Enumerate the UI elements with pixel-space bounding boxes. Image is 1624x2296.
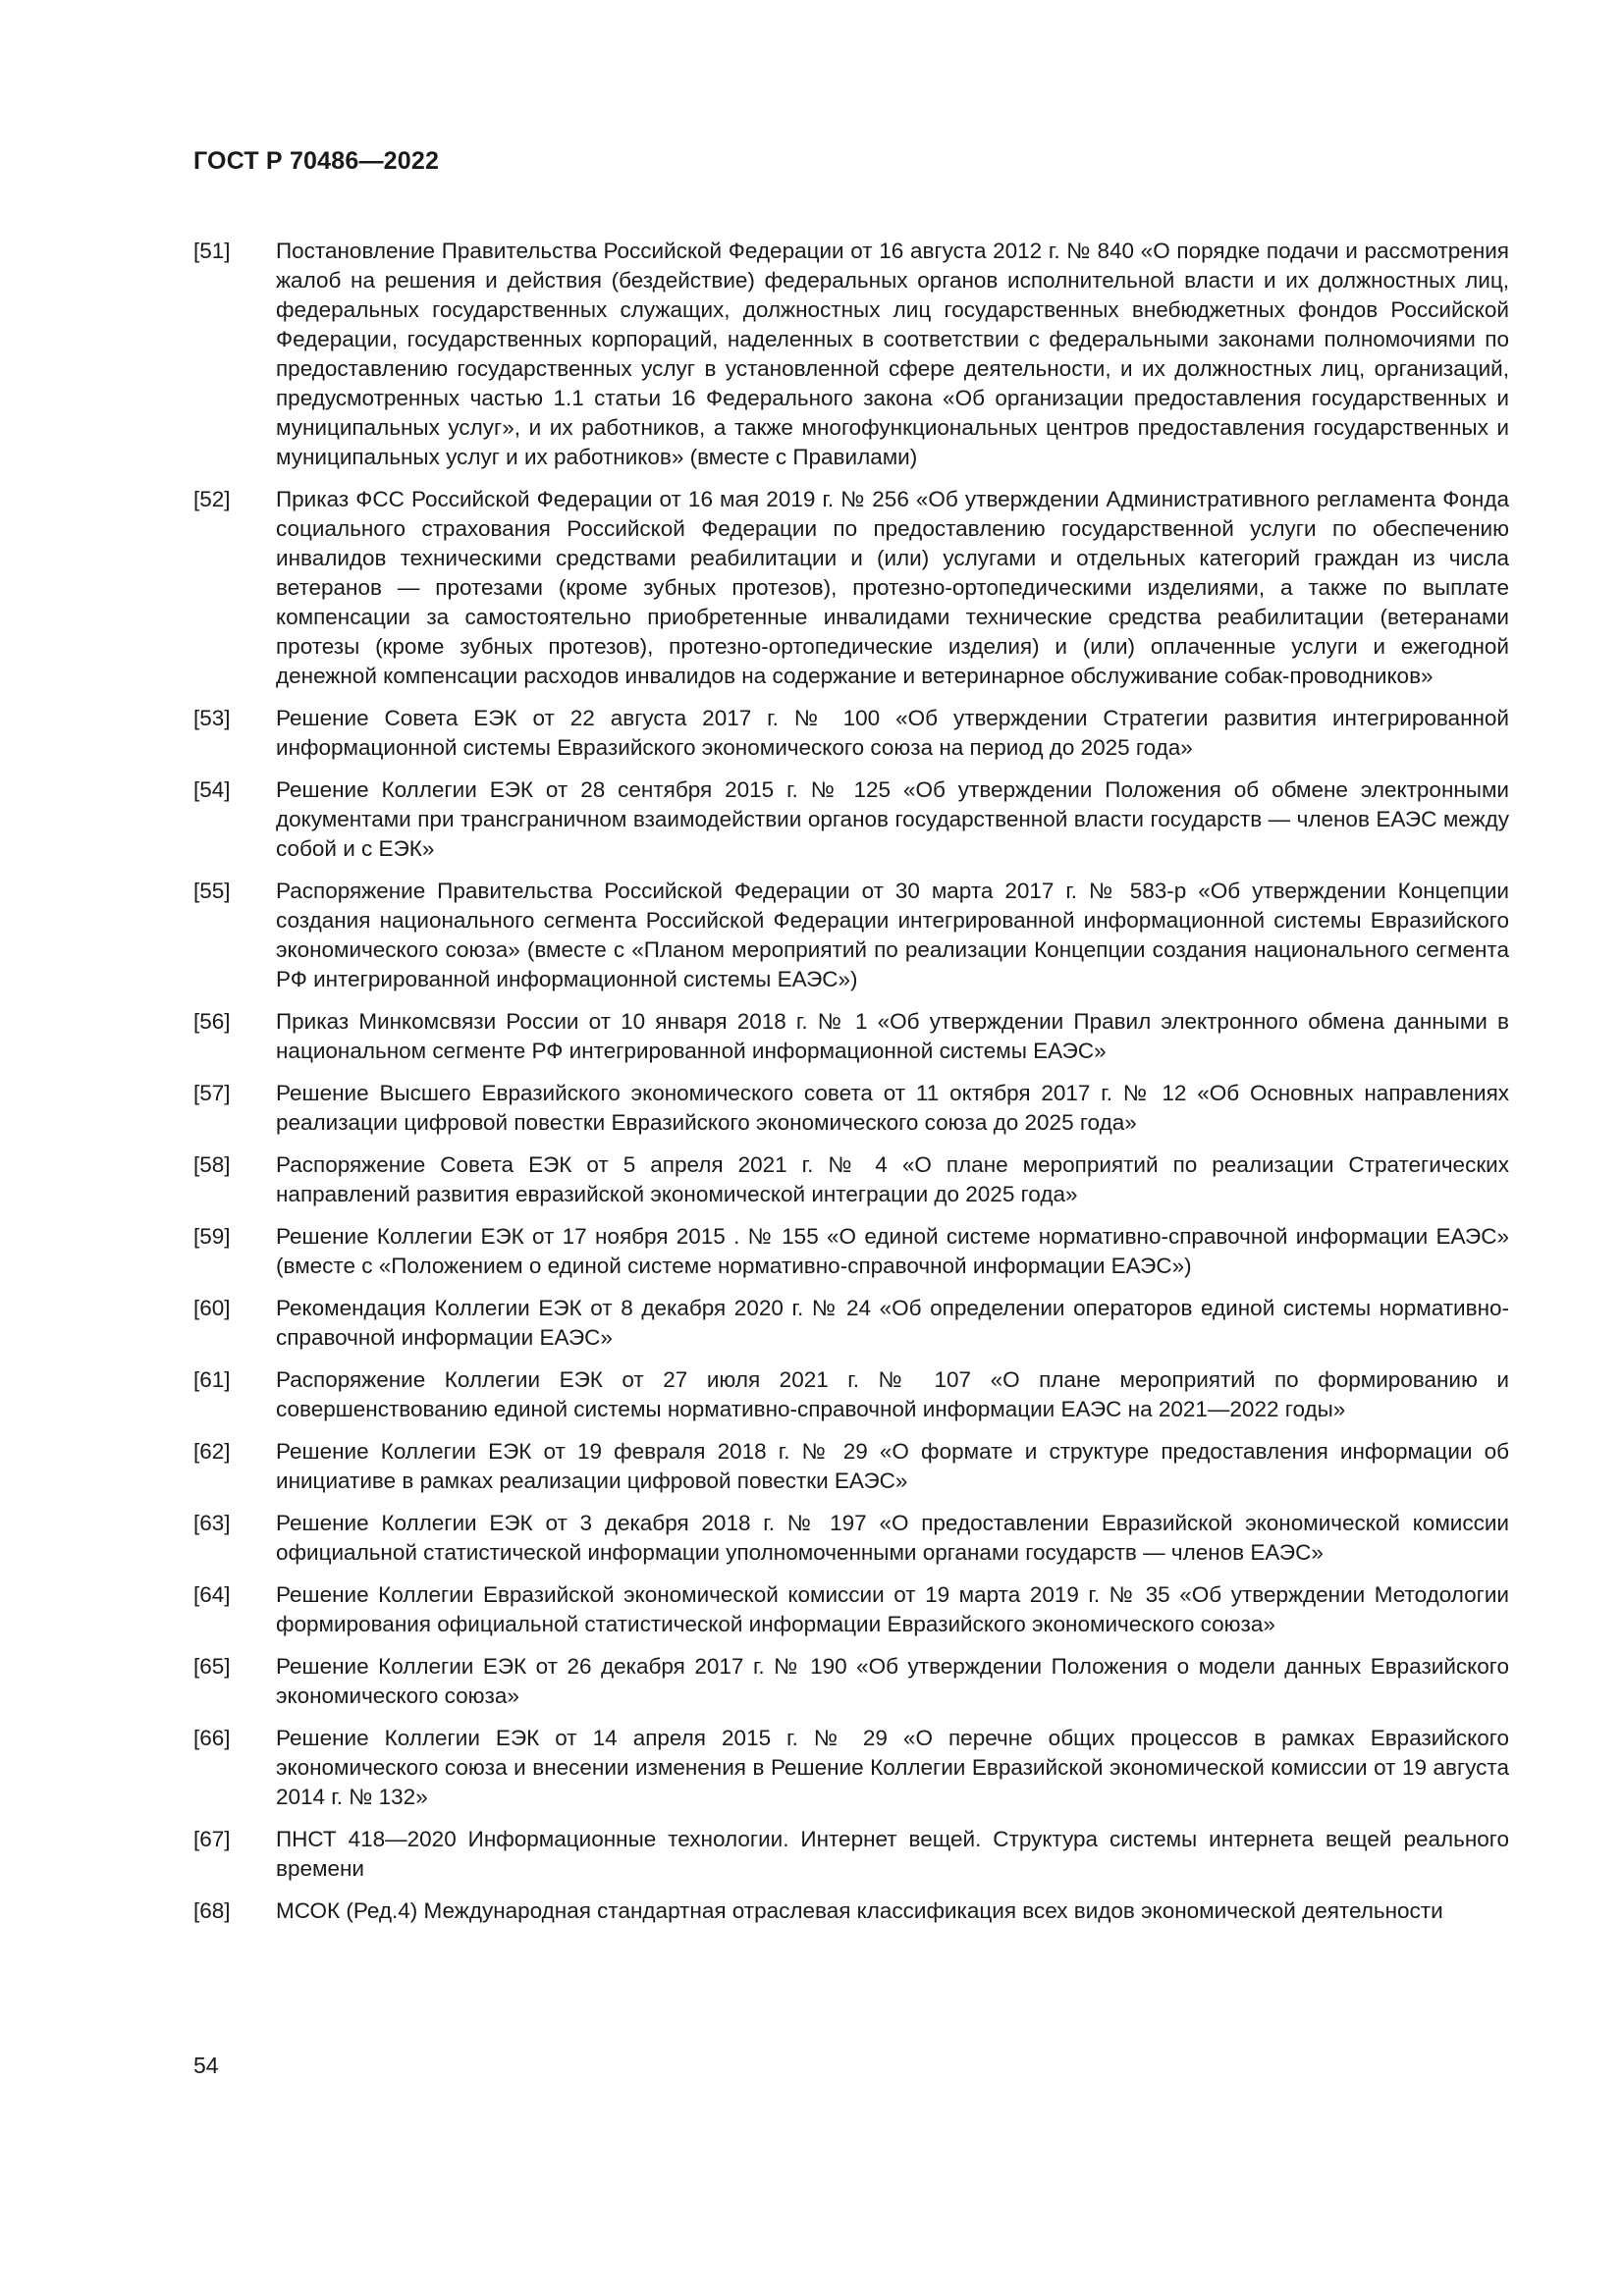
reference-item-51: [193, 237, 1509, 472]
reference-number: [64]: [193, 1582, 231, 1607]
reference-item-57: [193, 1079, 1509, 1138]
reference-text: Приказ ФСС Российской Федерации от 16 мая 2019 г. № 256 «Об утверждении Административного регламента Фонда социального страхования Российской Федерации по предоставлению государственной услуги по обеспечению инвалидов техническими средствами реабилитации и (или) услугами и отдельных категорий граждан из числа ветеранов — протезами (кроме зубных протезов), протезно-ортопедическими изделиями, а также по выплате компенсации за самостоятельно приобретенные инвалидами технические средства реабилитации (ветеранами протезы (кроме зубных протезов), протезно-ортопедические изделия) и (или) оплаченные услуги и ежегодной денежной компенсации расходов инвалидов на содержание и ветеринарное обслуживание собак-проводников»: [276, 487, 1509, 688]
reference-text: Решение Коллегии ЕЭК от 19 февраля 2018 г. № 29 «О формате и структуре предоставления информации об инициативе в рамках реализации цифровой повестки ЕАЭС»: [276, 1439, 1509, 1493]
reference-text: Решение Коллегии ЕЭК от 28 сентября 2015 г. № 125 «Об утверждении Положения об обмене электронными документами при трансграничном взаимодействии органов государственной власти государств — членов ЕАЭС между собой и с ЕЭК»: [276, 777, 1509, 861]
reference-item-67: [193, 1825, 1509, 1884]
reference-text: МСОК (Ред.4) Международная стандартная отраслевая классификация всех видов экономической деятельности: [276, 1898, 1443, 1923]
reference-item-60: [193, 1294, 1509, 1353]
reference-number: [54]: [193, 777, 231, 802]
reference-number: [68]: [193, 1898, 231, 1923]
reference-item-52: [193, 485, 1509, 691]
reference-item-64: [193, 1580, 1509, 1639]
reference-text: Решение Совета ЕЭК от 22 августа 2017 г. № 100 «Об утверждении Стратегии развития интегрированной информационной системы Евразийского экономического союза на период до 2025 года»: [276, 706, 1509, 760]
reference-text: Решение Коллегии Евразийской экономической комиссии от 19 марта 2019 г. № 35 «Об утверждении Методологии формирования официальной статистической информации Евразийского экономического союза»: [276, 1582, 1509, 1636]
reference-number: [65]: [193, 1654, 231, 1679]
reference-number: [55]: [193, 879, 231, 903]
reference-item-68: [193, 1896, 1509, 1926]
reference-item-56: [193, 1007, 1509, 1066]
reference-text: Решение Коллегии ЕЭК от 26 декабря 2017 г. № 190 «Об утверждении Положения о модели данных Евразийского экономического союза»: [276, 1654, 1509, 1708]
reference-item-66: [193, 1724, 1509, 1812]
reference-text: Распоряжение Коллегии ЕЭК от 27 июля 2021 г. № 107 «О плане мероприятий по формированию и совершенствованию единой системы нормативно-справочной информации ЕАЭС на 2021—2022 годы»: [276, 1367, 1509, 1421]
reference-item-63: [193, 1509, 1509, 1568]
reference-text: Приказ Минкомсвязи России от 10 января 2018 г. № 1 «Об утверждении Правил электронного обмена данными в национальном сегменте РФ интегрированной информационной системы ЕАЭС»: [276, 1009, 1509, 1063]
reference-text: Постановление Правительства Российской Федерации от 16 августа 2012 г. № 840 «О порядке подачи и рассмотрения жалоб на решения и действия (бездействие) федеральных органов исполнительной власти и их должностных лиц, федеральных государственных служащих, должностных лиц государственных внебюджетных фондов Российской Федерации, государственных корпораций, наделенных в соответствии с федеральными законами полномочиями по предоставлению государственных услуг в установленной сфере деятельности, и их должностных лиц, организаций, предусмотренных частью 1.1 статьи 16 Федерального закона «Об организации предоставления государственных и муниципальных услуг», и их работников, а также многофункциональных центров предоставления государственных и муниципальных услуг и их работников» (вместе с Правилами): [276, 239, 1509, 469]
reference-text: ПНСТ 418—2020 Информационные технологии. Интернет вещей. Структура системы интернета вещей реального времени: [276, 1827, 1509, 1881]
reference-text: Решение Коллегии ЕЭК от 17 ноября 2015 . № 155 «О единой системе нормативно-справочной информации ЕАЭС» (вместе с «Положением о единой системе нормативно-справочной информации ЕАЭС»): [276, 1224, 1509, 1278]
reference-number: [63]: [193, 1511, 231, 1535]
reference-number: [53]: [193, 706, 231, 730]
reference-item-54: [193, 775, 1509, 864]
reference-text: Решение Коллегии ЕЭК от 14 апреля 2015 г. № 29 «О перечне общих процессов в рамках Евразийского экономического союза и внесении изменения в Решение Коллегии Евразийской экономической комиссии от 19 августа 2014 г. № 132»: [276, 1726, 1509, 1809]
bibliography-list: [193, 237, 1509, 1939]
reference-text: Решение Высшего Евразийского экономического совета от 11 октября 2017 г. № 12 «Об Основных направлениях реализации цифровой повестки Евразийского экономического союза до 2025 года»: [276, 1081, 1509, 1135]
document-code-header: ГОСТ Р 70486—2022: [193, 147, 440, 175]
reference-number: [52]: [193, 487, 231, 511]
reference-number: [56]: [193, 1009, 231, 1034]
reference-number: [61]: [193, 1367, 231, 1392]
page-number: 54: [193, 2053, 219, 2078]
reference-item-61: [193, 1365, 1509, 1424]
reference-number: [60]: [193, 1296, 231, 1320]
reference-text: Рекомендация Коллегии ЕЭК от 8 декабря 2020 г. № 24 «Об определении операторов единой системы нормативно-справочной информации ЕАЭС»: [276, 1296, 1509, 1350]
reference-item-53: [193, 704, 1509, 763]
reference-item-62: [193, 1437, 1509, 1496]
reference-item-65: [193, 1652, 1509, 1711]
reference-item-59: [193, 1222, 1509, 1281]
reference-number: [51]: [193, 239, 231, 263]
reference-number: [67]: [193, 1827, 231, 1851]
reference-number: [59]: [193, 1224, 231, 1249]
reference-item-58: [193, 1150, 1509, 1209]
reference-number: [57]: [193, 1081, 231, 1105]
reference-text: Решение Коллегии ЕЭК от 3 декабря 2018 г. № 197 «О предоставлении Евразийской экономической комиссии официальной статистической информации уполномоченными органами государств — членов ЕАЭС»: [276, 1511, 1509, 1565]
reference-number: [66]: [193, 1726, 231, 1750]
reference-number: [62]: [193, 1439, 231, 1464]
reference-text: Распоряжение Правительства Российской Федерации от 30 марта 2017 г. № 583-р «Об утверждении Концепции создания национального сегмента Российской Федерации интегрированной информационной системы Евразийского экономического союза» (вместе с «Планом мероприятий по реализации Концепции создания национального сегмента РФ интегрированной информационной системы ЕАЭС»): [276, 879, 1509, 991]
reference-item-55: [193, 877, 1509, 994]
reference-number: [58]: [193, 1152, 231, 1177]
reference-text: Распоряжение Совета ЕЭК от 5 апреля 2021 г. № 4 «О плане мероприятий по реализации Стратегических направлений развития евразийской экономической интеграции до 2025 года»: [276, 1152, 1509, 1206]
